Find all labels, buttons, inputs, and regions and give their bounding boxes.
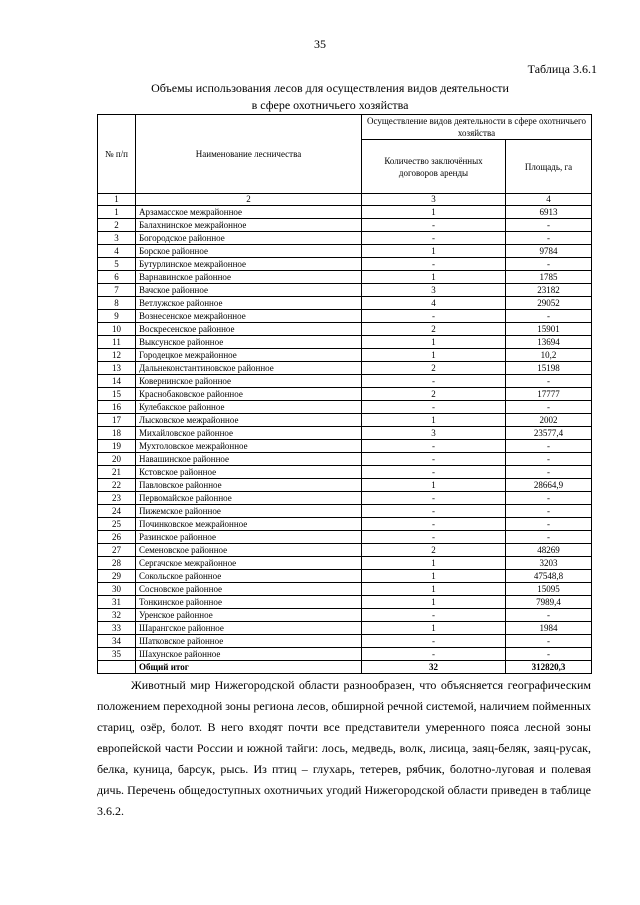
- table-row: [98, 297, 592, 310]
- column-index-row: [98, 194, 592, 206]
- row-area: 15198: [506, 362, 592, 375]
- row-area: 23182: [506, 284, 592, 297]
- column-index-cell: 2: [136, 194, 362, 206]
- row-forestry-name: Лысковское межрайонное: [136, 414, 362, 427]
- row-forestry-name: Дальнеконстантиновское районное: [136, 362, 362, 375]
- row-forestry-name: Семеновское районное: [136, 544, 362, 557]
- row-number: 20: [98, 453, 136, 466]
- row-area: 6913: [506, 206, 592, 219]
- row-area: 15095: [506, 583, 592, 596]
- row-number: 26: [98, 531, 136, 544]
- row-area: 15901: [506, 323, 592, 336]
- row-area: -: [506, 466, 592, 479]
- row-contracts: -: [362, 232, 506, 245]
- row-number: 2: [98, 219, 136, 232]
- row-contracts: 1: [362, 414, 506, 427]
- row-contracts: -: [362, 453, 506, 466]
- row-number: 21: [98, 466, 136, 479]
- table-row: [98, 362, 592, 375]
- row-number: 30: [98, 583, 136, 596]
- table-row: [98, 284, 592, 297]
- forestry-hunting-table: [97, 114, 592, 674]
- table-row: [98, 427, 592, 440]
- row-number: 33: [98, 622, 136, 635]
- table-row: [98, 310, 592, 323]
- row-forestry-name: Починковское межрайонное: [136, 518, 362, 531]
- row-number: 34: [98, 635, 136, 648]
- header-num: № п/п: [98, 115, 136, 194]
- row-forestry-name: Шахунское районное: [136, 648, 362, 661]
- table-row: [98, 232, 592, 245]
- table-row: [98, 336, 592, 349]
- row-contracts: -: [362, 492, 506, 505]
- paragraph-text: Животный мир Нижегородской области разнообразен, что объясняется географическим положением переходной зоны региона лесов, обширной речной системой, наличием пойменных стариц, озёр, болот. В него входят почти все представители умеренного пояса лесной зоны европейской части России и южной тайги: лось, медведь, волк, лисица, заяц-беляк, заяц-русак, белка, куница, барсук, рысь. Из птиц – глухарь, тетерев, рябчик, болотно-луговая и полевая дичь. Перечень общедоступных охотничьих угодий Нижегородской области приведен в таблице 3.6.2.: [97, 678, 591, 818]
- header-contracts: Количество заключённых договоров аренды: [362, 140, 506, 194]
- table-row: [98, 609, 592, 622]
- table-row: [98, 570, 592, 583]
- row-forestry-name: Кулебакское районное: [136, 401, 362, 414]
- row-number: 16: [98, 401, 136, 414]
- row-number: 1: [98, 206, 136, 219]
- row-forestry-name: Ковернинское районное: [136, 375, 362, 388]
- row-forestry-name: Сергачское межрайонное: [136, 557, 362, 570]
- row-number: 8: [98, 297, 136, 310]
- column-index-cell: 1: [98, 194, 136, 206]
- row-forestry-name: Богородское районное: [136, 232, 362, 245]
- row-forestry-name: Шатковское районное: [136, 635, 362, 648]
- table-row: [98, 505, 592, 518]
- row-forestry-name: Городецкое межрайонное: [136, 349, 362, 362]
- row-contracts: 2: [362, 362, 506, 375]
- row-contracts: 3: [362, 284, 506, 297]
- table-row: [98, 245, 592, 258]
- row-area: -: [506, 440, 592, 453]
- row-area: -: [506, 453, 592, 466]
- row-area: 2002: [506, 414, 592, 427]
- row-number: 29: [98, 570, 136, 583]
- row-number: 24: [98, 505, 136, 518]
- table-title-line-1: Объемы использования лесов для осуществления видов деятельности: [151, 81, 509, 95]
- row-number: 18: [98, 427, 136, 440]
- row-contracts: -: [362, 505, 506, 518]
- row-forestry-name: Ветлужское районное: [136, 297, 362, 310]
- table-row: [98, 518, 592, 531]
- table-row: [98, 440, 592, 453]
- row-forestry-name: Вачское районное: [136, 284, 362, 297]
- row-area: -: [506, 258, 592, 271]
- row-number: 19: [98, 440, 136, 453]
- row-number: 13: [98, 362, 136, 375]
- table-label: Таблица 3.6.1: [527, 62, 597, 76]
- table-row: [98, 466, 592, 479]
- row-number: 27: [98, 544, 136, 557]
- row-forestry-name: Арзамасское межрайонное: [136, 206, 362, 219]
- row-contracts: -: [362, 609, 506, 622]
- table-row: [98, 583, 592, 596]
- row-contracts: 1: [362, 479, 506, 492]
- row-area: 1984: [506, 622, 592, 635]
- row-forestry-name: Шарангское районное: [136, 622, 362, 635]
- row-forestry-name: Навашинское районное: [136, 453, 362, 466]
- row-forestry-name: Выксунское районное: [136, 336, 362, 349]
- row-contracts: -: [362, 375, 506, 388]
- row-contracts: -: [362, 258, 506, 271]
- row-forestry-name: Сосновское районное: [136, 583, 362, 596]
- row-forestry-name: Краснобаковское районное: [136, 388, 362, 401]
- table-row: [98, 648, 592, 661]
- row-area: -: [506, 401, 592, 414]
- row-number: 35: [98, 648, 136, 661]
- row-number: 23: [98, 492, 136, 505]
- table-row: [98, 596, 592, 609]
- row-number: 3: [98, 232, 136, 245]
- row-number: 9: [98, 310, 136, 323]
- row-forestry-name: Кстовское районное: [136, 466, 362, 479]
- row-area: 9784: [506, 245, 592, 258]
- total-label: Общий итог: [136, 661, 362, 674]
- row-number: 25: [98, 518, 136, 531]
- row-area: -: [506, 375, 592, 388]
- row-forestry-name: Бутурлинское межрайонное: [136, 258, 362, 271]
- row-contracts: 1: [362, 206, 506, 219]
- row-area: -: [506, 648, 592, 661]
- row-number: 28: [98, 557, 136, 570]
- table-row: [98, 271, 592, 284]
- row-contracts: 1: [362, 557, 506, 570]
- row-number: 5: [98, 258, 136, 271]
- row-forestry-name: Первомайское районное: [136, 492, 362, 505]
- row-area: 13694: [506, 336, 592, 349]
- row-number: 14: [98, 375, 136, 388]
- table-row: [98, 479, 592, 492]
- row-contracts: -: [362, 219, 506, 232]
- total-row: [98, 661, 592, 674]
- row-number: 17: [98, 414, 136, 427]
- row-number: 22: [98, 479, 136, 492]
- row-area: 1785: [506, 271, 592, 284]
- row-number: 7: [98, 284, 136, 297]
- row-number: 32: [98, 609, 136, 622]
- row-area: 29052: [506, 297, 592, 310]
- column-index-cell: 4: [506, 194, 592, 206]
- row-forestry-name: Вознесенское межрайонное: [136, 310, 362, 323]
- total-area: 312820,3: [506, 661, 592, 674]
- row-forestry-name: Воскресенское районное: [136, 323, 362, 336]
- table-title-line-2: в сфере охотничьего хозяйства: [251, 98, 409, 112]
- column-index-cell: 3: [362, 194, 506, 206]
- row-contracts: 1: [362, 271, 506, 284]
- row-contracts: 2: [362, 544, 506, 557]
- row-area: 28664,9: [506, 479, 592, 492]
- row-forestry-name: Варнавинское районное: [136, 271, 362, 284]
- row-number: 15: [98, 388, 136, 401]
- row-contracts: -: [362, 310, 506, 323]
- row-contracts: 1: [362, 596, 506, 609]
- header-area: Площадь, га: [506, 140, 592, 194]
- row-forestry-name: Мухтоловское межрайонное: [136, 440, 362, 453]
- table-row: [98, 492, 592, 505]
- body-paragraph: [97, 675, 591, 822]
- row-contracts: -: [362, 531, 506, 544]
- row-area: -: [506, 518, 592, 531]
- row-forestry-name: Михайловское районное: [136, 427, 362, 440]
- row-contracts: -: [362, 466, 506, 479]
- row-forestry-name: Сокольское районное: [136, 570, 362, 583]
- row-contracts: 1: [362, 622, 506, 635]
- row-area: -: [506, 505, 592, 518]
- table-row: [98, 531, 592, 544]
- table-row: [98, 557, 592, 570]
- row-area: -: [506, 609, 592, 622]
- total-blank-cell: [98, 661, 136, 674]
- page-number: 35: [314, 37, 326, 51]
- header-name: Наименование лесничества: [136, 115, 362, 194]
- table-row: [98, 401, 592, 414]
- row-area: -: [506, 219, 592, 232]
- row-area: -: [506, 531, 592, 544]
- row-number: 12: [98, 349, 136, 362]
- row-area: 48269: [506, 544, 592, 557]
- row-contracts: 3: [362, 427, 506, 440]
- row-forestry-name: Пижемское районное: [136, 505, 362, 518]
- row-forestry-name: Тонкинское районное: [136, 596, 362, 609]
- row-area: 23577,4: [506, 427, 592, 440]
- table-row: [98, 349, 592, 362]
- table-row: [98, 323, 592, 336]
- table-row: [98, 388, 592, 401]
- row-area: 3203: [506, 557, 592, 570]
- table-row: [98, 622, 592, 635]
- table-row: [98, 258, 592, 271]
- row-contracts: 1: [362, 349, 506, 362]
- row-forestry-name: Уренское районное: [136, 609, 362, 622]
- table-row: [98, 206, 592, 219]
- table-row: [98, 375, 592, 388]
- row-contracts: 2: [362, 323, 506, 336]
- row-area: 7989,4: [506, 596, 592, 609]
- header-group: Осуществление видов деятельности в сфере охотничьего хозяйства: [362, 115, 592, 140]
- row-contracts: -: [362, 401, 506, 414]
- row-contracts: -: [362, 648, 506, 661]
- header-row-top: [98, 115, 592, 140]
- row-area: 47548,8: [506, 570, 592, 583]
- row-contracts: 1: [362, 570, 506, 583]
- row-number: 10: [98, 323, 136, 336]
- row-forestry-name: Павловское районное: [136, 479, 362, 492]
- table-row: [98, 635, 592, 648]
- row-forestry-name: Разинское районное: [136, 531, 362, 544]
- total-contracts: 32: [362, 661, 506, 674]
- row-contracts: -: [362, 518, 506, 531]
- row-area: -: [506, 492, 592, 505]
- row-area: 17777: [506, 388, 592, 401]
- table-row: [98, 414, 592, 427]
- row-contracts: 2: [362, 388, 506, 401]
- row-contracts: 1: [362, 583, 506, 596]
- row-number: 31: [98, 596, 136, 609]
- row-forestry-name: Балахнинское межрайонное: [136, 219, 362, 232]
- row-number: 4: [98, 245, 136, 258]
- table-row: [98, 219, 592, 232]
- row-contracts: -: [362, 635, 506, 648]
- row-area: -: [506, 310, 592, 323]
- row-contracts: 4: [362, 297, 506, 310]
- table-row: [98, 453, 592, 466]
- row-contracts: 1: [362, 336, 506, 349]
- row-area: -: [506, 635, 592, 648]
- table-title: [60, 80, 600, 114]
- row-number: 11: [98, 336, 136, 349]
- row-area: -: [506, 232, 592, 245]
- row-forestry-name: Борское районное: [136, 245, 362, 258]
- row-number: 6: [98, 271, 136, 284]
- table-row: [98, 544, 592, 557]
- row-contracts: -: [362, 440, 506, 453]
- row-area: 10,2: [506, 349, 592, 362]
- row-contracts: 1: [362, 245, 506, 258]
